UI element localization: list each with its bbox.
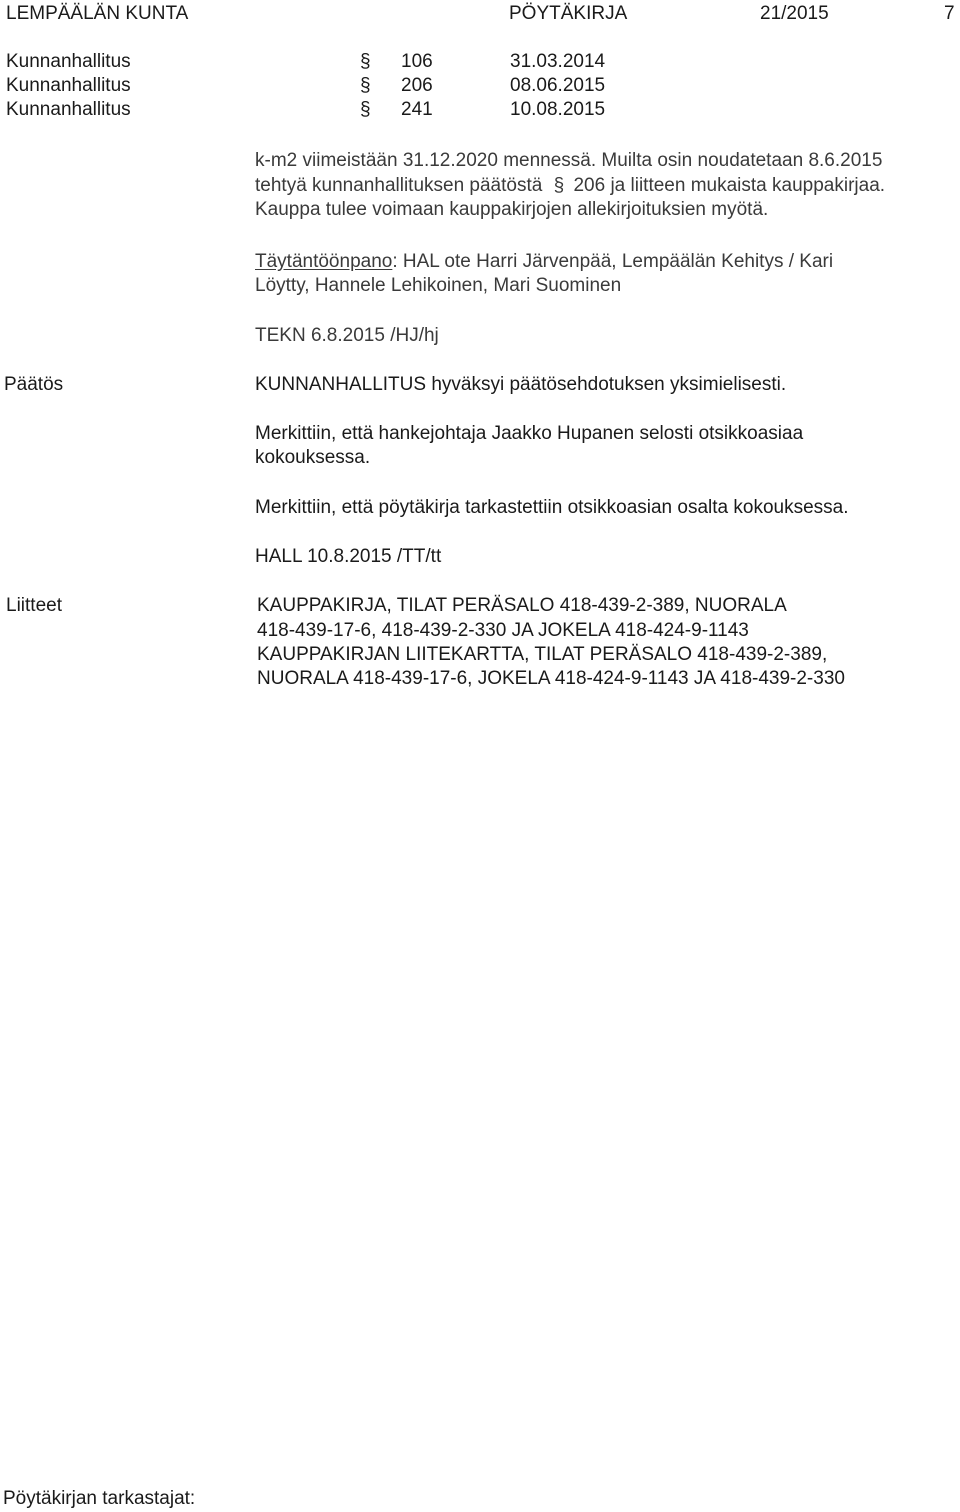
document-number: 21/2015	[760, 3, 829, 24]
attachments-label: Liitteet	[6, 595, 62, 616]
body-text-line	[255, 174, 885, 198]
enforcement-recipients: : HAL ote Harri Järvenpää, Lempäälän Kehitys / Kari	[392, 251, 834, 272]
history-body: Kunnanhallitus	[6, 99, 131, 120]
history-number: 206	[401, 75, 433, 96]
enforcement-label: Täytäntöönpano	[255, 251, 393, 272]
attachment-line: KAUPPAKIRJA, TILAT PERÄSALO 418-439-2-389, NUORALA	[257, 595, 787, 616]
attachment-line: 418-439-17-6, 418-439-2-330 JA JOKELA 418-424-9-1143	[257, 620, 749, 641]
history-body: Kunnanhallitus	[6, 75, 131, 96]
enforcement-line: Löytty, Hannele Lehikoinen, Mari Suominen	[255, 275, 622, 296]
body-text-fragment: tehtyä kunnanhallituksen päätöstä	[255, 175, 543, 196]
history-number: 106	[401, 51, 433, 72]
body-text-fragment: 206 ja liitteen mukaista kauppakirjaa.	[573, 175, 886, 196]
history-body: Kunnanhallitus	[6, 51, 131, 72]
decision-signature: HALL 10.8.2015 /TT/tt	[255, 546, 442, 567]
section-sign-icon: §	[360, 51, 371, 72]
body-text-line: k-m2 viimeistään 31.12.2020 mennessä. Muilta osin noudatetaan 8.6.2015	[255, 150, 883, 171]
section-sign-icon: §	[553, 175, 565, 196]
decision-note: Merkittiin, että pöytäkirja tarkastettiin otsikkoasian osalta kokouksessa.	[255, 497, 849, 518]
section-sign-icon: §	[360, 99, 371, 120]
body-text-line: Kauppa tulee voimaan kauppakirjojen allekirjoituksien myötä.	[255, 199, 769, 220]
decision-text: KUNNANHALLITUS hyväksyi päätösehdotuksen yksimielisesti.	[255, 374, 787, 395]
section-sign-icon: §	[360, 75, 371, 96]
reviewers-label: Pöytäkirjan tarkastajat:	[3, 1488, 196, 1509]
attachment-line: KAUPPAKIRJAN LIITEKARTTA, TILAT PERÄSALO 418-439-2-389,	[257, 644, 828, 665]
history-number: 241	[401, 99, 433, 120]
history-date: 31.03.2014	[510, 51, 606, 72]
decision-label: Päätös	[4, 374, 64, 395]
municipality-name: LEMPÄÄLÄN KUNTA	[6, 3, 189, 24]
document-type: PÖYTÄKIRJA	[509, 3, 628, 24]
tekn-signature: TEKN 6.8.2015 /HJ/hj	[255, 325, 439, 346]
history-date: 08.06.2015	[510, 75, 606, 96]
page-number: 7	[944, 3, 955, 24]
attachment-line: NUORALA 418-439-17-6, JOKELA 418-424-9-1143 JA 418-439-2-330	[257, 668, 845, 689]
decision-note: Merkittiin, että hankejohtaja Jaakko Hupanen selosti otsikkoasiaa kokouksessa.	[255, 423, 804, 468]
enforcement-line	[255, 250, 833, 274]
history-date: 10.08.2015	[510, 99, 606, 120]
